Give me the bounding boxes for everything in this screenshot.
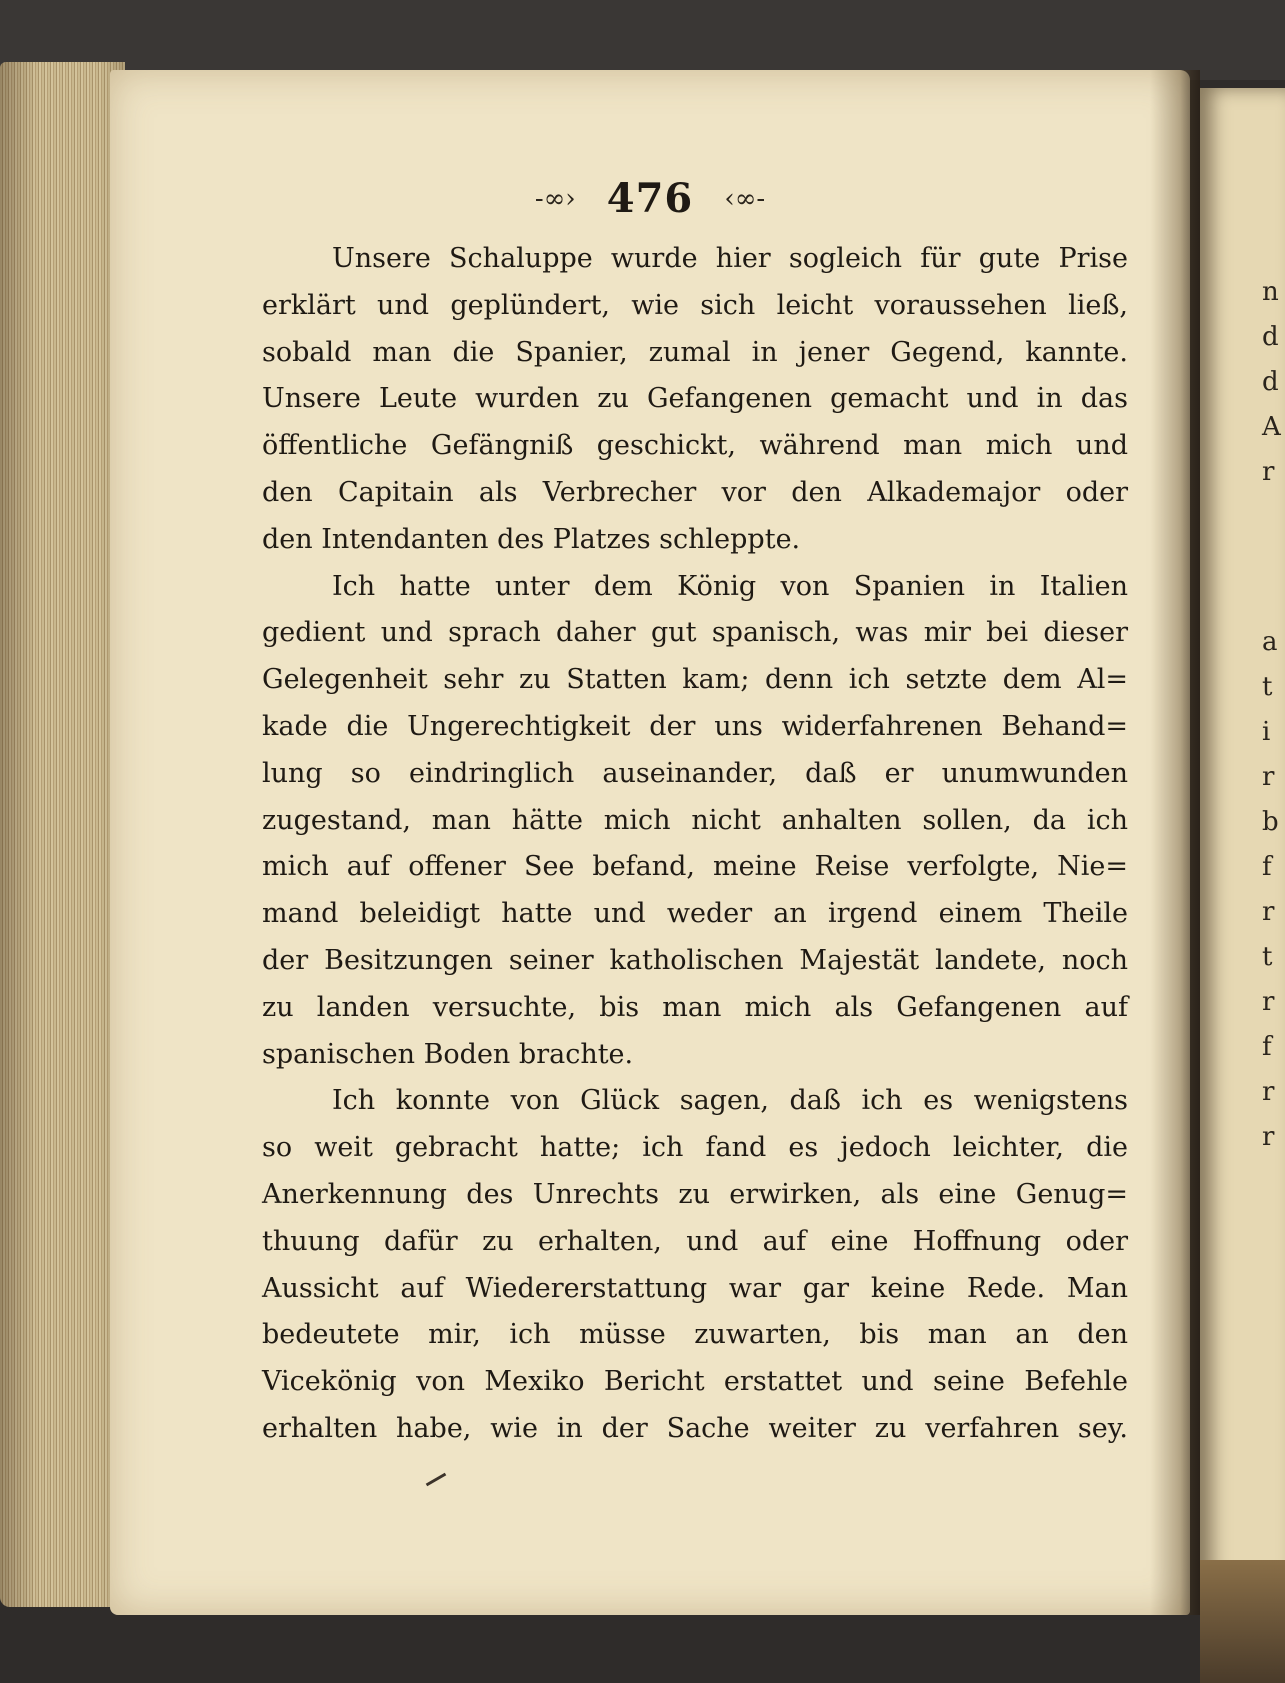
- text-line: mand beleidigt hatte und weder an irgend einem Theile: [262, 898, 1128, 930]
- text-line: den Capitain als Verbrecher vor den Alkademajor oder: [262, 476, 1128, 508]
- page-number: 476: [606, 175, 694, 222]
- text-line: Unsere Schaluppe wurde hier sogleich für gute Prise: [332, 243, 1128, 274]
- facing-letter: r: [1262, 457, 1275, 487]
- facing-page-letters: [1262, 270, 1285, 1160]
- text-line: zugestand, man hätte mich nicht anhalten sollen, da ich: [262, 804, 1128, 836]
- scan-background: [0, 0, 1285, 80]
- text-line: Aussicht auf Wiedererstattung war gar keine Rede. Man: [262, 1272, 1128, 1304]
- ornament-right-icon: ‹∞-: [724, 183, 766, 214]
- text-line: erhalten habe, wie in der Sache weiter zu verfahren sey.: [262, 1412, 1128, 1444]
- facing-letter: f: [1262, 1032, 1272, 1062]
- ornament-left-icon: -∞›: [534, 183, 576, 214]
- body-text: [262, 236, 1128, 1453]
- text-line: sobald man die Spanier, zumal in jener Gegend, kannte.: [262, 336, 1128, 368]
- text-line: Gelegenheit sehr zu Statten kam; denn ich setzte dem Al=: [262, 664, 1128, 696]
- facing-letter: r: [1262, 1122, 1275, 1152]
- facing-letter: t: [1262, 942, 1273, 972]
- facing-letter: b: [1262, 807, 1279, 837]
- text-line: gedient und sprach daher gut spanisch, was mir bei dieser: [262, 617, 1128, 649]
- text-line: der Besitzungen seiner katholischen Majestät landete, noch: [262, 944, 1128, 976]
- text-line: Anerkennung des Unrechts zu erwirken, als eine Genug=: [262, 1178, 1128, 1210]
- facing-letter: r: [1262, 1077, 1275, 1107]
- text-line: Ich konnte von Glück sagen, daß ich es wenigstens: [332, 1085, 1128, 1117]
- facing-letter: r: [1262, 897, 1275, 927]
- facing-letter: d: [1262, 367, 1279, 397]
- text-line: Ich hatte unter dem König von Spanien in Italien: [332, 570, 1128, 602]
- facing-letter: r: [1262, 987, 1275, 1017]
- text-line: so weit gebracht hatte; ich fand es jedoch leichter, die: [262, 1132, 1128, 1164]
- text-line: erklärt und geplündert, wie sich leicht voraussehen ließ,: [262, 289, 1128, 321]
- text-line: kade die Ungerechtigkeit der uns widerfahrenen Behand=: [262, 710, 1128, 742]
- page-header: [110, 175, 1190, 222]
- text-line: Unsere Leute wurden zu Gefangenen gemacht und in das: [262, 383, 1128, 415]
- facing-letter: f: [1262, 852, 1272, 882]
- facing-letter: i: [1262, 717, 1271, 747]
- text-line: bedeutete mir, ich müsse zuwarten, bis man an den: [262, 1319, 1128, 1351]
- facing-letter: a: [1262, 627, 1278, 657]
- book-gutter-shadow: [1150, 70, 1200, 1615]
- text-line: Vicekönig von Mexiko Bericht erstattet und seine Befehle: [262, 1366, 1128, 1398]
- text-line: lung so eindringlich auseinander, daß er unumwunden: [262, 757, 1128, 789]
- text-line: öffentliche Gefängniß geschickt, während man mich und: [262, 430, 1128, 462]
- facing-letter: A: [1262, 412, 1281, 442]
- facing-letter: n: [1262, 277, 1279, 307]
- facing-letter: t: [1262, 672, 1273, 702]
- facing-letter: d: [1262, 322, 1279, 352]
- text-line: spanischen Boden brachte.: [262, 1038, 634, 1070]
- text-line: den Intendanten des Platzes schleppte.: [262, 523, 801, 555]
- book-cover-edge: [1200, 1560, 1285, 1683]
- text-line: mich auf offener See befand, meine Reise verfolgte, Nie=: [262, 851, 1128, 883]
- text-line: zu landen versuchte, bis man mich als Gefangenen auf: [262, 991, 1128, 1023]
- facing-letter: r: [1262, 762, 1275, 792]
- text-line: thuung dafür zu erhalten, und auf eine Hoffnung oder: [262, 1225, 1128, 1257]
- book-page-edges: [0, 62, 125, 1607]
